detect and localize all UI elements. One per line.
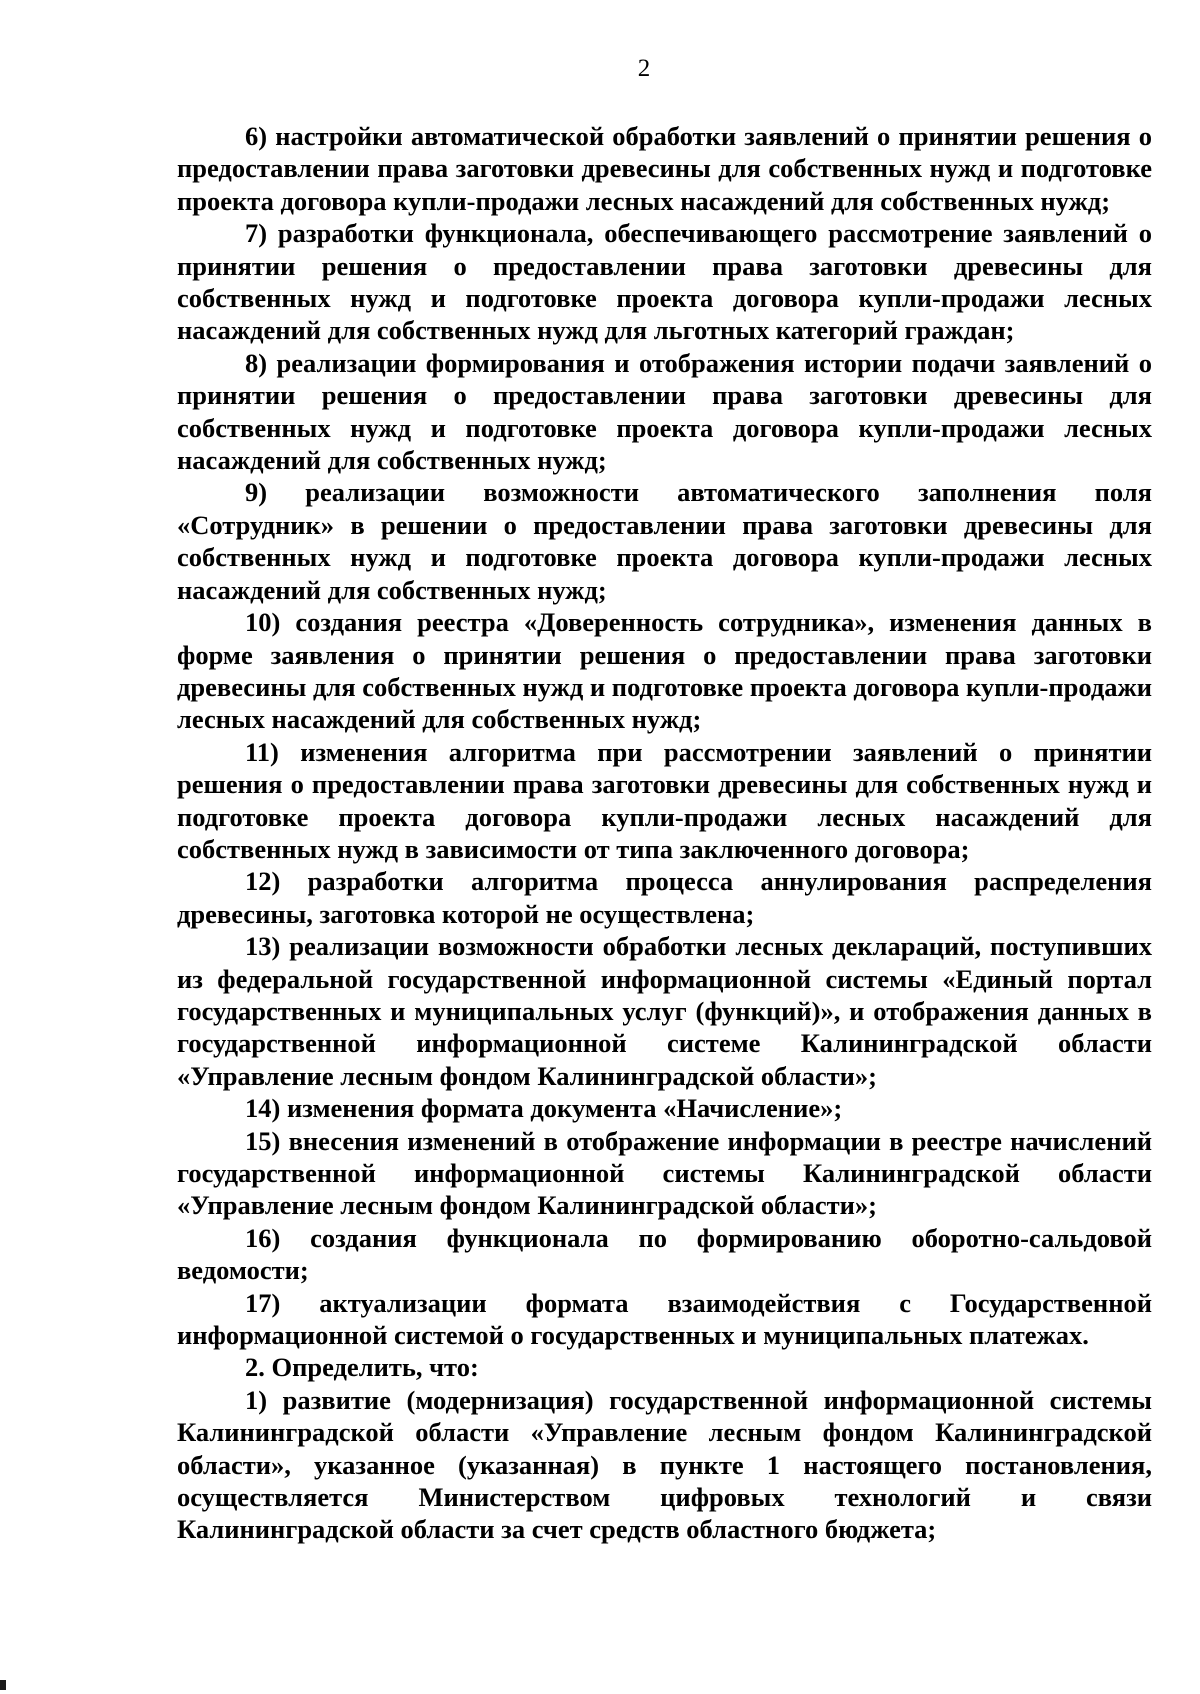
paragraph-item-8: 8) реализации формирования и отображения истории подачи заявлений о принятии решения о предоставлении права заготовки древесины для собственных нужд и подготовке проекта договора купли-продажи лесных насаждений для собственных нужд;	[177, 347, 1152, 476]
paragraph-item-12: 12) разработки алгоритма процесса аннулирования распределения древесины, заготовка которой не осуществлена;	[177, 866, 1152, 929]
section-heading-2: 2. Определить, что:	[245, 1352, 479, 1383]
paragraph-item-6: 6) настройки автоматической обработки заявлений о принятии решения о предоставлении права заготовки древесины для собственных нужд и подготовке проекта договора купли-продажи лесных насаждений для собственных нужд;	[177, 121, 1152, 216]
page-number: 2	[637, 55, 651, 82]
scan-margin-mark	[0, 1680, 6, 1690]
paragraph-item-11: 11) изменения алгоритма при рассмотрении заявлений о принятии решения о предоставлении права заготовки древесины для собственных нужд и подготовке проекта договора купли-продажи лесных насаждений для собственных нужд в зависимости от типа заключенного договора;	[177, 736, 1152, 864]
paragraph-item-13: 13) реализации возможности обработки лесных деклараций, поступивших из федеральной государственной информационной системы «Единый портал государственных и муниципальных услуг (функций)», и отображения данных в государственной информационной системе Калининградской области «Управление лесным фондом Калининградской области»;	[177, 931, 1152, 1091]
paragraph-item-15: 15) внесения изменений в отображение информации в реестре начислений государственной информационной системы Калининградской области «Управление лесным фондом Калининградской области»;	[177, 1125, 1152, 1221]
document-body	[177, 120, 1152, 1546]
paragraph-item-14: 14) изменения формата документа «Начисление»;	[245, 1093, 843, 1124]
paragraph-item-2-1: 1) развитие (модернизация) государственной информационной системы Калининградской области «Управление лесным фондом Калининградской области», указанное (указанная) в пункте 1 настоящего постановления, осуществляется Министерством цифровых технологий и связи Калининградской области за счет средств областного бюджета;	[177, 1384, 1152, 1545]
paragraph-item-7: 7) разработки функционала, обеспечивающего рассмотрение заявлений о принятии решения о предоставлении права заготовки древесины для собственных нужд и подготовке проекта договора купли-продажи лесных насаждений для собственных нужд для льготных категорий граждан;	[177, 218, 1152, 346]
paragraph-item-9: 9) реализации возможности автоматического заполнения поля «Сотрудник» в решении о предоставлении права заготовки древесины для собственных нужд и подготовке проекта договора купли-продажи лесных насаждений для собственных нужд;	[177, 477, 1152, 605]
paragraph-item-10: 10) создания реестра «Доверенность сотрудника», изменения данных в форме заявления о принятии решения о предоставлении права заготовки древесины для собственных нужд и подготовке проекта договора купли-продажи лесных насаждений для собственных нужд;	[177, 607, 1152, 735]
paragraph-item-17: 17) актуализации формата взаимодействия с Государственной информационной системой о государственных и муниципальных платежах.	[177, 1287, 1152, 1351]
paragraph-item-16: 16) создания функционала по формированию оборотно-сальдовой ведомости;	[177, 1222, 1152, 1286]
